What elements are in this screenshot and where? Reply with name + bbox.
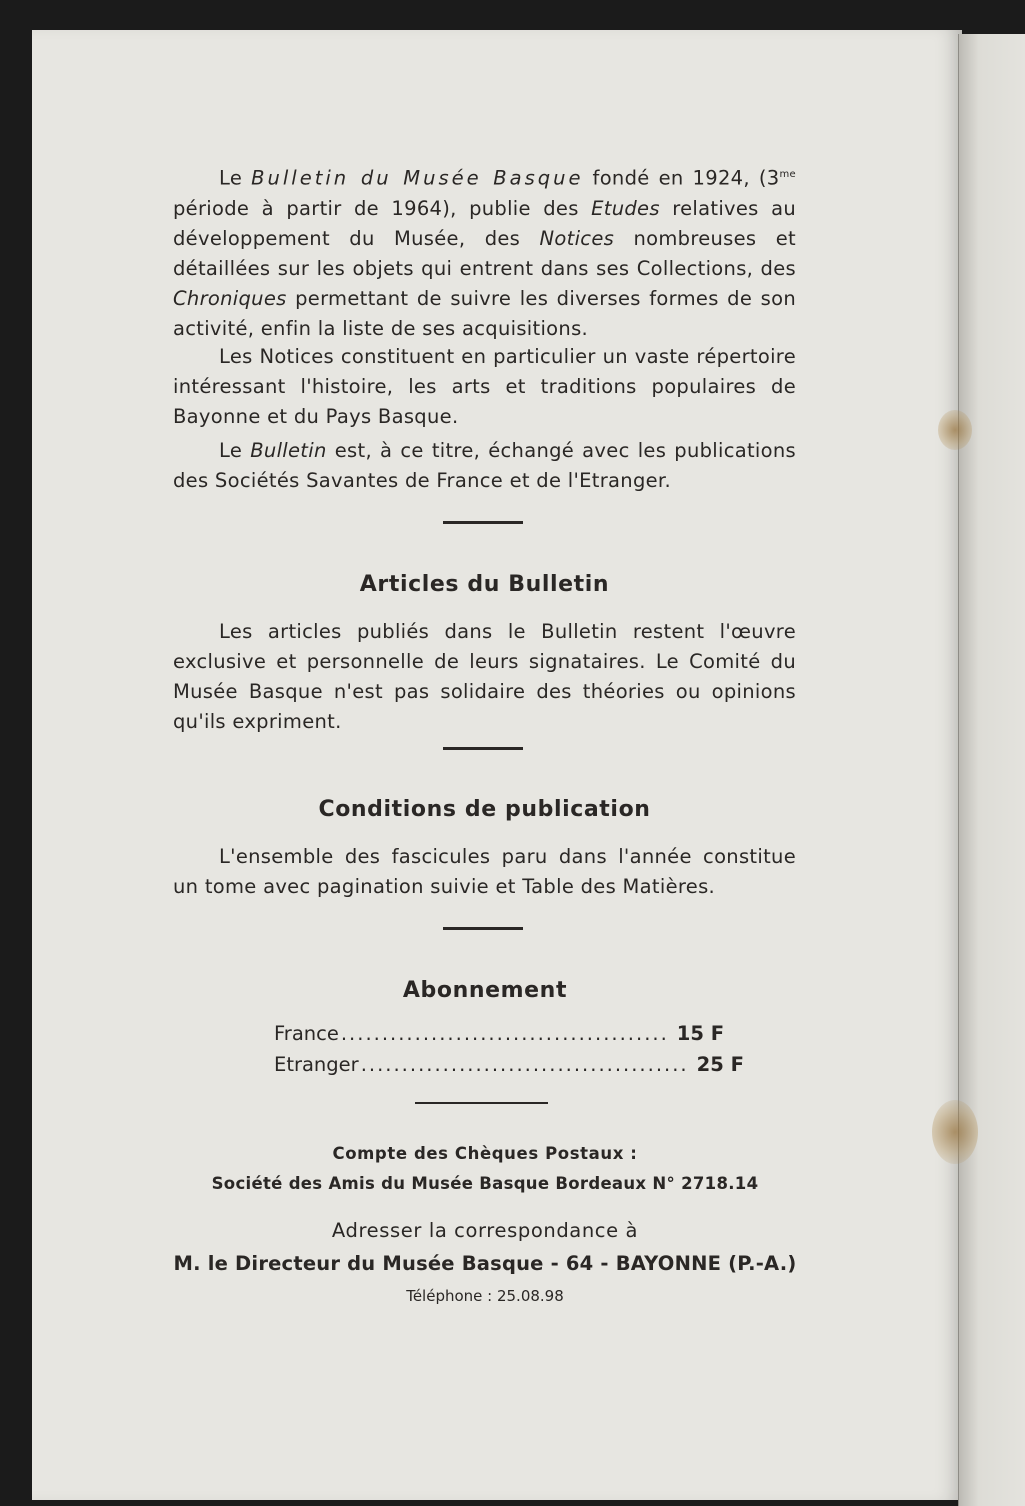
intro-p1-part2: fondé en 1924, (3 bbox=[583, 166, 780, 190]
subscription-price: 15 F bbox=[676, 1022, 725, 1045]
intro-p3-rest: est, à ce titre, échangé avec les publications des Sociétés Savantes de France et de l'Etranger. bbox=[173, 439, 796, 492]
subscription-label: France bbox=[274, 1022, 339, 1045]
bulletin-title: Bulletin du Musée Basque bbox=[251, 166, 584, 190]
ccp-title: Compte des Chèques Postaux : bbox=[332, 1144, 638, 1163]
subscription-price: 25 F bbox=[696, 1053, 744, 1076]
articles-title: Articles du Bulletin bbox=[359, 572, 610, 597]
section-divider bbox=[443, 927, 523, 930]
section-divider bbox=[443, 521, 523, 524]
intro-p3-start: Le bbox=[219, 439, 251, 462]
intro-p1-part4: relatives au développement du Musée, des bbox=[173, 196, 796, 250]
intro-p1-start: Le bbox=[219, 166, 252, 190]
intro-p1-sup: me bbox=[779, 169, 796, 180]
subscription-row-etranger bbox=[274, 1053, 744, 1083]
paper-stain bbox=[932, 1100, 978, 1164]
chroniques-word: Chroniques bbox=[173, 286, 287, 310]
conditions-title: Conditions de publication bbox=[318, 797, 651, 822]
ccp-account: Société des Amis du Musée Basque Bordeaux N° 2718.14 bbox=[211, 1174, 759, 1193]
subscription-row-france bbox=[274, 1022, 725, 1052]
intro-paragraph-2: Les Notices constituent en particulier un vaste répertoire intéressant l'histoire, les arts et traditions populaires de Bayonne et du Pays Basque. bbox=[173, 345, 796, 428]
section-divider bbox=[415, 1102, 548, 1104]
intro-paragraph-3 bbox=[173, 436, 796, 496]
address-line: Adresser la correspondance à bbox=[331, 1219, 639, 1242]
intro-p1-part5: nombreuses et détaillées sur les objets qui entrent dans ses Collections, des bbox=[173, 226, 796, 280]
section-divider bbox=[443, 747, 523, 750]
bulletin-word: Bulletin bbox=[250, 439, 327, 462]
subscription-label: Etranger bbox=[274, 1053, 359, 1076]
intro-p1-part6: permettant de suivre les diverses formes de son activité, enfin la liste de ses acquisitions. bbox=[173, 286, 796, 340]
director-address: M. le Directeur du Musée Basque - 64 - BAYONNE (P.-A.) bbox=[173, 1252, 797, 1275]
facing-page-edge bbox=[958, 34, 1025, 1506]
intro-p1-part3: période à partir de 1964), publie des bbox=[173, 196, 592, 220]
dot-leader: ........................................ bbox=[360, 1053, 689, 1076]
etudes-word: Etudes bbox=[591, 196, 660, 220]
conditions-text: L'ensemble des fascicules paru dans l'année constitue un tome avec pagination suivie et Table des Matières. bbox=[173, 845, 796, 898]
articles-text: Les articles publiés dans le Bulletin restent l'œuvre exclusive et personnelle de leurs signataires. Le Comité du Musée Basque n'est pas solidaire des théories ou opinions qu'ils expriment. bbox=[173, 620, 796, 733]
telephone: Téléphone : 25.08.98 bbox=[406, 1287, 564, 1305]
intro-paragraph-1 bbox=[173, 160, 796, 344]
paper-stain bbox=[938, 410, 972, 450]
abonnement-title: Abonnement bbox=[402, 978, 568, 1003]
notices-word: Notices bbox=[539, 226, 615, 250]
dot-leader: ........................................ bbox=[340, 1022, 669, 1045]
